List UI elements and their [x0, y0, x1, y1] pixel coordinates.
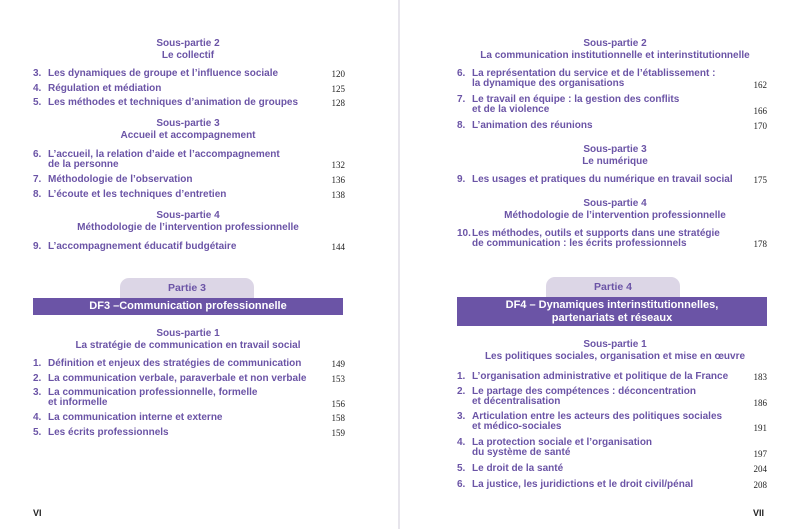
entry-number: 9. [33, 241, 42, 252]
entry-number: 10. [457, 228, 471, 239]
entry-page-number: 166 [753, 106, 767, 116]
entry-title: Les méthodes et techniques d’animation de groupes [48, 97, 299, 108]
toc-entry[interactable] [33, 428, 345, 439]
toc-entry[interactable] [33, 175, 345, 186]
subpart-heading [450, 198, 780, 221]
entry-page-number: 204 [753, 464, 767, 474]
subpart-heading [30, 38, 346, 61]
entry-title: Le travail en équipe : la gestion des conflits [472, 94, 680, 105]
entry-title: L’écoute et les techniques d’entretien [48, 189, 227, 200]
toc-entry[interactable] [33, 388, 345, 410]
entry-number: 1. [457, 371, 466, 382]
page-folio: VI [33, 508, 42, 518]
left-page [0, 0, 398, 529]
entry-title: La communication verbale, paraverbale et non verbale [48, 373, 307, 384]
part-title-continued: partenariats et réseaux [551, 312, 673, 324]
entry-title-continued: et décentralisation [472, 396, 561, 407]
entry-page-number: 159 [331, 428, 345, 438]
entry-title: Méthodologie de l’observation [48, 174, 193, 185]
toc-entry[interactable] [457, 69, 767, 91]
subpart-label: Sous-partie 2 [583, 38, 647, 49]
entry-title: Articulation entre les acteurs des politiques sociales [472, 411, 723, 422]
subpart-label: Sous-partie 4 [156, 210, 220, 221]
entry-title-continued: du système de santé [472, 447, 571, 458]
toc-entry[interactable] [457, 387, 767, 409]
entry-number: 5. [457, 463, 466, 474]
subpart-heading [30, 210, 346, 233]
entry-page-number: 170 [753, 121, 767, 131]
entry-number: 9. [457, 174, 466, 185]
toc-entry[interactable] [33, 359, 345, 370]
subpart-heading [450, 144, 780, 167]
entry-title: La protection sociale et l’organisation [472, 437, 653, 448]
entry-number: 3. [33, 387, 42, 398]
entry-title-continued: et médico-sociales [472, 421, 562, 432]
subpart-label: Sous-partie 1 [583, 339, 647, 350]
toc-entry[interactable] [33, 242, 345, 253]
entry-page-number: 132 [331, 160, 345, 170]
toc-entry[interactable] [33, 374, 345, 385]
entry-title: Les dynamiques de groupe et l’influence sociale [48, 68, 279, 79]
toc-entry[interactable] [457, 372, 767, 383]
entry-page-number: 153 [331, 374, 345, 384]
subpart-title: Le numérique [582, 155, 648, 167]
toc-entry[interactable] [457, 95, 767, 117]
toc-entry[interactable] [457, 464, 767, 475]
subpart-label: Sous-partie 2 [156, 38, 220, 49]
entry-number: 3. [33, 68, 42, 79]
entry-number: 6. [457, 479, 466, 490]
entry-page-number: 136 [331, 175, 345, 185]
entry-page-number: 178 [753, 239, 767, 249]
subpart-label: Sous-partie 3 [583, 144, 647, 155]
entry-page-number: 128 [331, 98, 345, 108]
entry-number: 8. [457, 120, 466, 131]
toc-entry[interactable] [33, 98, 345, 109]
entry-page-number: 186 [753, 398, 767, 408]
entry-page-number: 149 [331, 359, 345, 369]
toc-entry[interactable] [33, 150, 345, 172]
subpart-heading [450, 38, 780, 61]
toc-entry[interactable] [457, 229, 767, 251]
entry-title: Le droit de la santé [472, 463, 564, 474]
toc-entry[interactable] [33, 69, 345, 80]
entry-title: Définition et enjeux des stratégies de communication [48, 358, 302, 369]
part-title-band [457, 297, 767, 326]
subpart-title: La communication institutionnelle et interinstitutionnelle [480, 49, 750, 61]
entry-page-number: 120 [331, 69, 345, 79]
entry-title-continued: et informelle [48, 397, 108, 408]
subpart-label: Sous-partie 1 [156, 328, 220, 339]
entry-page-number: 162 [753, 80, 767, 90]
entry-title: La justice, les juridictions et le droit civil/pénal [472, 479, 694, 490]
entry-page-number: 197 [753, 449, 767, 459]
toc-entry[interactable] [33, 413, 345, 424]
entry-number: 7. [33, 174, 42, 185]
toc-entry[interactable] [457, 438, 767, 460]
subpart-title: Les politiques sociales, organisation et mise en œuvre [484, 350, 746, 362]
subpart-label: Sous-partie 3 [156, 118, 220, 129]
entry-title: Les méthodes, outils et supports dans une stratégie [472, 228, 720, 239]
entry-number: 5. [33, 97, 42, 108]
entry-page-number: 191 [753, 423, 767, 433]
entry-title: L’accompagnement éducatif budgétaire [48, 241, 237, 252]
subpart-title: Accueil et accompagnement [120, 129, 256, 141]
entry-title: Les usages et pratiques du numérique en travail social [472, 174, 733, 185]
subpart-label: Sous-partie 4 [583, 198, 647, 209]
toc-entry[interactable] [457, 175, 767, 186]
entry-number: 4. [33, 412, 42, 423]
part-title-band [33, 298, 343, 315]
toc-entry[interactable] [457, 480, 767, 491]
entry-number: 3. [457, 411, 466, 422]
right-page [400, 0, 800, 529]
entry-number: 6. [33, 149, 42, 160]
entry-title-continued: et de la violence [472, 104, 550, 115]
entry-page-number: 183 [753, 372, 767, 382]
entry-title-continued: la dynamique des organisations [472, 78, 625, 89]
entry-title: La représentation du service et de l’établissement : [472, 68, 716, 79]
subpart-title: Méthodologie de l’intervention professionnelle [77, 221, 299, 233]
toc-entry[interactable] [457, 412, 767, 434]
entry-title-continued: de la personne [48, 159, 119, 170]
subpart-heading [450, 339, 780, 362]
entry-number: 1. [33, 358, 42, 369]
entry-title-continued: de communication : les écrits professionnels [472, 238, 687, 249]
entry-number: 8. [33, 189, 42, 200]
toc-entry[interactable] [457, 121, 767, 132]
entry-number: 7. [457, 94, 466, 105]
entry-page-number: 144 [331, 242, 345, 252]
toc-entry[interactable] [33, 190, 345, 201]
page-folio: VII [753, 508, 765, 518]
entry-title: La communication interne et externe [48, 412, 223, 423]
subpart-heading [30, 118, 346, 141]
entry-title: Le partage des compétences : déconcentration [472, 386, 696, 397]
subpart-title: Le collectif [161, 49, 215, 61]
entry-page-number: 175 [753, 175, 767, 185]
entry-page-number: 208 [753, 480, 767, 490]
entry-number: 5. [33, 427, 42, 438]
entry-title: Régulation et médiation [48, 83, 162, 94]
part-label-tab: Partie 3 [120, 278, 254, 298]
entry-title: Les écrits professionnels [48, 427, 169, 438]
subpart-heading [30, 328, 346, 351]
subpart-title: La stratégie de communication en travail social [75, 339, 301, 351]
entry-title: L’animation des réunions [472, 120, 593, 131]
entry-title: La communication professionnelle, formelle [48, 387, 258, 398]
entry-title: L’organisation administrative et politique de la France [472, 371, 729, 382]
part-title: DF4 – Dynamiques interinstitutionnelles, [505, 299, 719, 311]
entry-number: 2. [33, 373, 42, 384]
entry-page-number: 158 [331, 413, 345, 423]
subpart-title: Méthodologie de l’intervention professionnelle [504, 209, 726, 221]
toc-entry[interactable] [33, 84, 345, 95]
part-label-tab: Partie 4 [546, 277, 680, 297]
entry-number: 4. [457, 437, 466, 448]
part-title: DF3 –Communication professionnelle [89, 300, 287, 312]
entry-page-number: 156 [331, 399, 345, 409]
entry-page-number: 125 [331, 84, 345, 94]
entry-number: 4. [33, 83, 42, 94]
entry-number: 6. [457, 68, 466, 79]
entry-page-number: 138 [331, 190, 345, 200]
entry-title: L’accueil, la relation d’aide et l’accompagnement [48, 149, 280, 160]
entry-number: 2. [457, 386, 466, 397]
